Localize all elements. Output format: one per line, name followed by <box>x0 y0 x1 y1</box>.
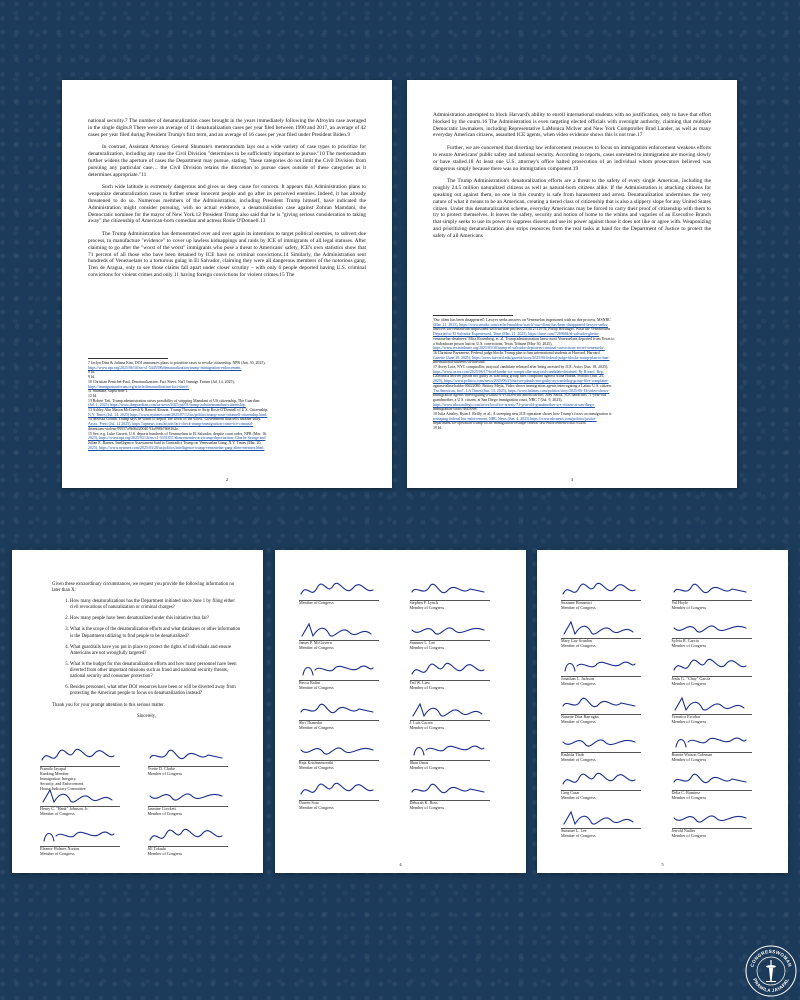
footnote-line: LaMonica McIver pleads not guilty as watchdog group files complaint against Alina Habba, Politico (Jun. 25, <box>433 374 604 379</box>
page-number: 2 <box>225 477 229 482</box>
signature-block <box>561 618 660 656</box>
signature-block <box>299 620 398 658</box>
handwritten-signature <box>299 740 377 760</box>
footnote-line: 17 Avery Lotz, NYC comptroller, mayoral candidate released after being arrested by ICE, Axios (Jun. 18, 2025), <box>433 365 609 370</box>
page-number: 4 <box>399 862 402 867</box>
handwritten-signature <box>410 780 488 800</box>
questions-body <box>52 582 241 721</box>
signer-title: Member of Congress <box>561 680 596 686</box>
signer-title: Member of Congress <box>409 644 445 650</box>
signer-title: Member of Congress <box>299 644 334 650</box>
letter-page-questions <box>12 550 263 873</box>
seal-text-top: CONGRESSWOMAN <box>749 948 793 968</box>
letter-page-3 <box>407 80 737 488</box>
footnote-line[interactable]: 2025), https://www.nytimes.com/2025/03/20/us/politics/intelligence-trump-venezuelan-gang-alien-enemies.html; <box>88 445 265 450</box>
footnote-line[interactable]: (Mar. 21, 2025), https://www.msnbc.com/rachel-maddow/watch/-our-client-has-been-disappeared-lawyer-seeks- <box>433 322 609 327</box>
signature-block <box>40 746 138 791</box>
signature-block <box>672 732 771 770</box>
footnote-line: international-students-at-harvard/. <box>433 360 487 365</box>
signature-block <box>40 786 138 824</box>
handwritten-signature <box>410 620 488 640</box>
signer-title: Member of Congress <box>671 718 707 724</box>
handwritten-signature <box>561 656 639 676</box>
footnote-line[interactable]: 2025), https://www.politico.com/news/2025/06/25/mciver-pleads-not-guilty-as-watchdog-group-files-complaint- <box>433 379 609 384</box>
signer-name: Mary Gay Scanlon <box>561 638 592 643</box>
paragraph: Further, we are concerned that diverting law enforcement resources to focus on immigration enforcement weakens efforts to ensure Americans' public safety and national security. According to reports, cases unrelated to immigration are moving slowly or have stalled.18 At least one U.S. attorney's office halted prosecution of an individual whom prosecutors believed was dangerous simply because there was no immigration component.19 <box>433 145 711 172</box>
handwritten-signature <box>672 618 750 638</box>
signature-block <box>410 660 509 698</box>
handwritten-signature <box>40 746 118 766</box>
footnote-line: 19 Id. <box>433 426 443 431</box>
signer-name: Rashida Tlaib <box>561 752 584 757</box>
signer-title: Member of Congress <box>561 718 596 724</box>
signer-title: Member of Congress <box>561 604 596 610</box>
handwritten-signature <box>672 580 750 600</box>
handwritten-signature <box>672 694 750 714</box>
signer-title: Member of Congress <box>147 770 183 776</box>
signer-title: Member of Congress <box>561 642 596 648</box>
signer-title: Member of Congress <box>147 850 183 856</box>
signer-title: Member of Congress <box>299 684 334 690</box>
signature-grid <box>561 580 770 846</box>
page-number: 3 <box>570 477 574 482</box>
signer-title: Member of Congress <box>671 756 707 762</box>
signature-block <box>561 808 660 846</box>
signer-name: Eleanor Holmes Norton <box>40 846 80 851</box>
footnote-line: 7 Jaclyn Diaz & Juliana Kim, DOJ announces plans to prioritize cases to revoke citizenship, NPR (Jun. 30, 2025), <box>88 361 266 365</box>
signature-block <box>561 580 660 618</box>
congresswoman-seal-logo <box>744 944 798 998</box>
signer-name: Val Hoyle <box>671 600 688 605</box>
page-3-body <box>433 112 711 246</box>
letter-page-2 <box>62 80 392 488</box>
signature-block <box>299 700 398 738</box>
footnote-line: answers-on-venezuelan-imprisoned-with-no-due-process-235812741978; Philip Holsinger, What the Venezuelans <box>433 327 611 332</box>
signer-name: Darren Soto <box>299 800 319 805</box>
thanks-text: Thank you for your prompt attention to this serious matter. <box>52 703 165 709</box>
seal-text-bottom: PRAMILA JAYAPAL <box>752 977 790 994</box>
signer-name: Delia C. Ramirez <box>671 790 701 795</box>
handwritten-signature <box>672 732 750 752</box>
signer-title: Member of Congress <box>409 764 445 770</box>
signer-title: Member of Congress <box>40 850 75 856</box>
signer-name: Yvette D. Clarke <box>147 766 175 771</box>
footnote-line: 16 Christina Pazzanese, Federal judge blocks Trump plan to ban international students at Harvard, Harvard <box>433 350 600 355</box>
signer-title: Member of Congress <box>40 810 75 816</box>
question-item: 3. What is the scope of the denaturalization efforts and what databases or other information is the Department utilizing to find people to be denaturalized? <box>70 627 241 639</box>
signature-block <box>299 780 398 818</box>
handwritten-signature <box>672 770 750 790</box>
signer-title: Member of Congress <box>409 724 445 730</box>
signature-block <box>672 656 771 694</box>
handwritten-signature <box>299 780 377 800</box>
footnote-line[interactable]: 2025), https://www.npr.org/2025/03/16/nx-s1-5331837/alien-enemies-act-trump-deportations; Charlie Savage and <box>88 436 266 441</box>
footnote-line: grandmother, a U.S. citizen, at San Diego immigration court, NBC 7 (Jul. 9, 2025), <box>433 397 563 402</box>
footnote-line: 11 Shumate, supra note 1. <box>88 389 129 394</box>
signer-name: Bonnie Watson Coleman <box>671 752 713 757</box>
handwritten-signature <box>672 656 750 676</box>
signer-title: Member of Congress <box>299 724 334 730</box>
handwritten-signature <box>299 660 377 680</box>
signer-title: Member of Congress <box>409 684 445 690</box>
handwritten-signature <box>40 826 118 846</box>
handwritten-signature <box>299 620 377 640</box>
closing-text: Sincerely, <box>136 714 156 720</box>
signature-page-4 <box>275 550 526 873</box>
question-item: 5. What is the budget for this denaturalization efforts and how many personnel have been diverted from other important missions such as fraud and national security threats, national security and consumer protection? <box>70 662 241 680</box>
signature-block <box>299 580 398 618</box>
signer-name: Jesús G. "Chuy" García <box>671 676 711 681</box>
page-number: 5 <box>661 862 664 867</box>
signer-name: Jonathan L. Jackson <box>561 676 595 681</box>
signer-title: Ranking Member Immigration Integrity, Security, and Enforcement House Judiciary Committee <box>40 770 86 791</box>
signature-block <box>299 740 398 778</box>
signature-block <box>410 580 509 618</box>
signature-grid <box>40 746 245 864</box>
footnote-line[interactable]: https://www.texastribune.org/2025/05/30/trump-el-salvador-deportees-criminal-convictions-secret-venezuela/. <box>433 346 605 351</box>
handwritten-signature <box>561 694 639 714</box>
footnote-line: detentions-violent-99557a9b06420040 93a998b7668162e. <box>88 426 179 431</box>
paragraph: Administration attempted to block Harvard's ability to enroll international students with no justification, only to have that effort blocked by the courts.16 The Administration is even targeting elected officials with oversight authority, claiming that multiple Democratic lawmakers, including Representative LaMonica McIver and New York Comptroller Brad Lander, as well as many everyday American citizens, assaulted ICE agents, when video evidence shows this is not true.17 <box>433 112 711 139</box>
signature-block <box>672 580 771 618</box>
signature-block <box>561 732 660 770</box>
signature-block <box>672 618 771 656</box>
signer-title: Member of Congress <box>299 764 334 770</box>
signer-name: Jill Tokuda <box>147 846 166 851</box>
signer-name: Jerrold Nadler <box>671 828 696 833</box>
signature-block <box>672 808 771 846</box>
footnote-line[interactable]: https://www.npr.org/2025/06/30/nx-s1-5445396/denaturalization-trump-immigration-enforcement. <box>88 365 242 370</box>
question-item: 2. How many people have been denaturalized under this initiative thus far? <box>70 616 241 622</box>
handwritten-signature <box>148 746 226 766</box>
page-2-body <box>88 118 366 285</box>
signer-name: Summer L. Lee <box>409 640 436 645</box>
signer-name: Jasmine Crockett <box>147 806 176 811</box>
handwritten-signature <box>672 808 750 828</box>
handwritten-signature <box>561 808 639 828</box>
signature-block <box>672 770 771 808</box>
handwritten-signature <box>299 580 377 600</box>
signer-title: Member of Congress <box>671 680 707 686</box>
signer-title: Member of Congress <box>671 642 707 648</box>
signature-block <box>410 780 509 818</box>
handwritten-signature <box>561 770 639 790</box>
handwritten-signature <box>40 786 118 806</box>
signer-name: Ted W. Lieu <box>409 680 430 685</box>
signature-block <box>410 700 509 738</box>
paragraph: The Trump Administration has demonstrated over and over again its intentions to target political enemies, to subvert due process, to manufacture "evidence" to cover up lawless kidnappings and raids by ICE of immigrants of all legal statuses. After claiming to go after the "worst of the worst" immigrants who pose a threat to Americans' safety, ICE's own statistics show that 71 percent of all those who have been detained by ICE have no criminal convictions.14 Similarly, the Administration sent hundreds of Venezuelans to a torturous gulag in El Salvador, claiming they were all dangerous members of the notorious gang, Tren de Aragua, only to see those claims fall apart under closer scrutiny – with only 6 people deported having U.S. criminal convictions for violent crimes and only 11 having foreign convictions for violent crimes.15 The <box>88 231 366 278</box>
footnote-line: 14 Melissa Goldin, Trump says he wants to deport 'the worst of the worst.' Government data tells another story, <box>88 417 262 422</box>
handwritten-signature <box>561 732 639 752</box>
footnote-line[interactable]: (Jul. 1, 2025) https://www.theguardian.com/us-news/2025/jul/01/trump-zohran-mamdani-citizenship. <box>88 403 246 408</box>
question-item: 1. How many denaturalizations has the Department initiated since June 1 by filing either civil revocations of naturalization or criminal charges? <box>70 599 241 611</box>
footnote-line: 12 Id. <box>88 393 98 398</box>
signature-page-5 <box>537 550 788 873</box>
footnote-line[interactable]: reshaping federal law enforcement, NBC News (Jun. 4, 2025) https://www.nbcnews.com/politics/justice- <box>433 416 597 421</box>
intro-text: Given these extraordinary circumstances, we request you provide the following information no later than X: <box>52 582 235 594</box>
handwritten-signature <box>410 580 488 600</box>
footnote-line[interactable]: Assoc. Press (Jul. 12 2025), https://apnews.com/article/fact-check-trump-immigration-crime-ice-criminal- <box>88 422 254 427</box>
handwritten-signature <box>410 740 488 760</box>
signature-block <box>561 656 660 694</box>
footnote-line[interactable]: Gazette (June 30, 2025), https://news.harvard.edu/gazette/story/2025/06/federal-judge-blocks-trump-plan-to-ban- <box>433 355 610 360</box>
signer-name: Greg Casar <box>561 790 580 795</box>
signer-title: Member of Congress <box>299 600 334 605</box>
signer-name: Shri Thanedar <box>299 720 323 725</box>
footnote-line: a Salvadoran prison had no U.S. convictions, Texas Tribune (May 30, 2025), <box>433 341 553 346</box>
handwritten-signature <box>410 660 488 680</box>
question-item: 6. Besides personnel, what other DOJ resources have been or will be diverted away from protecting the American people to focus on denaturalization instead? <box>70 685 241 697</box>
signature-block <box>40 826 138 864</box>
footnote-rule <box>88 358 168 359</box>
footnote-line: venezuelan-detainees/ Mica Rosenberg, et. al, Trump administration knew most Venezuelans deported from Texas to <box>433 336 615 341</box>
signer-name: Nanette Diaz Barragán <box>561 714 599 719</box>
signature-block <box>148 826 246 864</box>
signature-block <box>148 786 246 824</box>
handwritten-signature <box>410 700 488 720</box>
footnote-line: department/ice-operation-trump-focus-immigration-reshape-federal-law-enforcement-rcna193494. <box>433 421 587 426</box>
footnote-line: against-alina-habba-00422080; Brittny Mejia, Video shows immigration agents interrogating a Latino U.S. citizen: <box>433 383 612 388</box>
handwritten-signature <box>561 618 639 638</box>
signer-name: Deborah K. Ross <box>409 800 438 805</box>
footnote-line[interactable]: https://immigrationforum.org/article/denaturalization-fact-sheet/. <box>88 384 190 389</box>
signer-title: Member of Congress <box>561 832 596 838</box>
signature-block <box>410 620 509 658</box>
signer-title: Member of Congress <box>409 804 445 810</box>
footnote-line: 10 Christian Penichet-Paul, Denaturalization: Fact Sheet, Nat'l Immigr. Forum (Jul. 14, 2025), <box>88 379 235 384</box>
signature-block <box>148 746 246 784</box>
footnote-line: Julian E. Barnes, Intelligence Assessment Said to Contradict Trump on Venezuelan Gang, N.Y. Times (Mar. 20, <box>88 440 262 445</box>
signer-name: Veronica Escobar <box>671 714 701 719</box>
signer-title: Member of Congress <box>147 810 183 816</box>
signature-block <box>561 694 660 732</box>
paragraph: In contrast, Assistant Attorney General Shumate's memorandum lays out a wide variety of case types to prioritize for denaturalization, including any case the Civil Division "determines to be sufficiently important to pursue."10 The memorandum further widens the aperture of cases the Department may pursue, stating, "these categories do not limit the Civil Division from pursuing any particular case… the Civil Division retains the discretion to pursue cases outside of these categories as it determines appropriate."11 <box>88 144 366 178</box>
signer-title: Member of Congress <box>671 794 707 800</box>
signer-name: Summer L. Lee <box>561 828 587 833</box>
footnote-line: immigration-court/3845098/. <box>433 407 479 412</box>
signer-title: Member of Congress <box>561 794 596 800</box>
signer-title: Member of Congress <box>671 832 707 838</box>
handwritten-signature <box>561 580 639 600</box>
signer-name: Raja Krishnamoorthi <box>299 760 334 765</box>
signer-title: Member of Congress <box>299 804 334 810</box>
footnote-line: 13 Robert Tait, Trump administration raises possibility of stripping Mamdani of US citizenship, The Guardian <box>88 398 260 403</box>
question-item: 4. What guardrails have you put in place to protect the rights of individuals and ensure Americans are not wrongfully targeted? <box>70 645 241 657</box>
paragraph: The Trump Administration's denaturalization efforts are a threat to the safety of every single American, including the roughly 24.5 million naturalized citizens as well as natural-born citizens alike. If the Administration is attacking citizens for speaking out against them, no one in this country is safe from harassment and arrest. Denaturalization undermines the very nature of what it means to be an American, creating a tiered class of citizenship that is also a slippery slope for any United States citizen. Under this denaturalization scheme, everyday Americans may be forced to carry their proof of citizenship with them to try to protect themselves. It leaves the safety, security and notion of home to the whims and vagaries of an Executive Branch that simply seeks to use its power to suppress dissent and use its power against those it does not like or agree with. Weaponizing and prioritizing denaturalization also strips resources from the real tasks at hand for the Department of Justice to protect the safety of all Americans <box>433 178 711 239</box>
signer-name: J. Luis Correa <box>409 720 433 725</box>
page-3-footnotes <box>433 318 711 431</box>
signature-grid <box>299 580 508 818</box>
space-needle-icon <box>766 960 776 982</box>
page-2-footnotes <box>88 361 366 450</box>
paragraph: Such wide latitude is extremely dangerous and gives us deep cause for concern. It appears this Administration plans to weaponize denaturalization cases to further smear innocent people and go after its perceived enemies. Indeed, it has already threatened to do so. Numerous members of the Administration, including President Trump himself, have indicated the Administration might consider pursuing, with no actual evidence, a denaturalization case against Zohran Mamdani, the Democratic nominee for the mayor of New York.12 President Trump also said that he is "giving serious consideration to taking away" the citizenship of American-born comedian and actress Rosie O'Donnell.13 <box>88 184 366 225</box>
footnote-rule <box>433 315 513 316</box>
signer-name: Henry C. "Hank" Johnson, Jr. <box>40 806 89 811</box>
footnote-line[interactable]: https://www.axios.com/2025/06/17/brad-lander-ice-comptroller-mayoral-candidate-detained; Ry Rivard, Rep. <box>433 369 604 374</box>
signer-name: Ilhan Omar <box>409 760 429 765</box>
footnote-line: 'Our client has been disappeared': Lawyer seeks answers on Venezuelan imprisoned with no due process, MSNBC <box>433 318 611 322</box>
signer-title: Member of Congress <box>409 604 445 610</box>
signer-name: Suzanne Bonamici <box>561 600 592 605</box>
footnote-line: immigration-agents-interrogating-a-latino-u-s-citizen-im-american-bro; Joey Saltik, ICE handcuffs 71-year-old <box>433 393 606 398</box>
footnote-line: 13 Ashley Ahn Mason McCreesh & Hamed Aleaziz, Trump Threatens to Strip Rosie O'Donnell of U.S. Citizenship, <box>88 408 269 413</box>
footnote-line: 15 See, e.g. Luke Garrett, U.S. deports hundreds of Venezuelans to El Salvador, despite court order, NPR (Mar. 16, <box>88 431 267 436</box>
footnote-line: 8 Id. <box>88 370 96 375</box>
handwritten-signature <box>148 826 226 846</box>
signer-name: James P. McGovern <box>299 640 332 645</box>
signer-title: Member of Congress <box>671 604 707 610</box>
footnote-line[interactable]: Deported to El Salvador Experienced, Time (Mar. 21, 2025), https://time.com/7269684/el-salvador-ghetto- <box>433 332 600 337</box>
footnote-line[interactable]: 'I'm American, bro!', LA Times (Jun. 13, 2025), https://www.latimes.com/politics/story/2025-06-13/video-shows- <box>433 388 610 393</box>
footnote-line[interactable]: https://www.nbcsandiego.com/news/local/ice-arrests-71-year-old-grandmother-u-s-citizen-at-san-diego- <box>433 402 595 407</box>
footnote-line[interactable]: N.Y. Times (Jul. 14, 2025) https://www.nytimes.com/2025/07/12/us/politics/trump-rosie-odonnell-citizenship.html. <box>88 412 268 417</box>
signer-name: Pramila Jayapal <box>40 766 67 771</box>
handwritten-signature <box>299 700 377 720</box>
signer-name: Sylvia R. Garcia <box>671 638 699 643</box>
handwritten-signature <box>148 786 226 806</box>
paragraph: national security.7 The number of denaturalization cases brought in the years immediately following the Afroyim case averaged in the single digits.8 There were an average of 11 denaturalization cases per year filed between 1990 and 2017, an average of 42 cases per year filed during President Trump's first term, and an average of 16 cases per year filed under President Biden.9 <box>88 118 366 138</box>
questions-list <box>52 599 241 697</box>
footnote-line: 9 Id. <box>88 375 96 380</box>
signature-block <box>561 770 660 808</box>
signer-name: Stephen F. Lynch <box>409 600 438 605</box>
signature-block <box>410 740 509 778</box>
signature-block <box>299 660 398 698</box>
signer-name: Becca Balint <box>299 680 321 685</box>
signer-title: Member of Congress <box>561 756 596 762</box>
signature-block <box>672 694 771 732</box>
footnote-line: 18 Julia Ainsley, Ryan J. Reilly, et al., A sweeping new ICE operation shows how Trump's focus on immigration is <box>433 412 612 417</box>
